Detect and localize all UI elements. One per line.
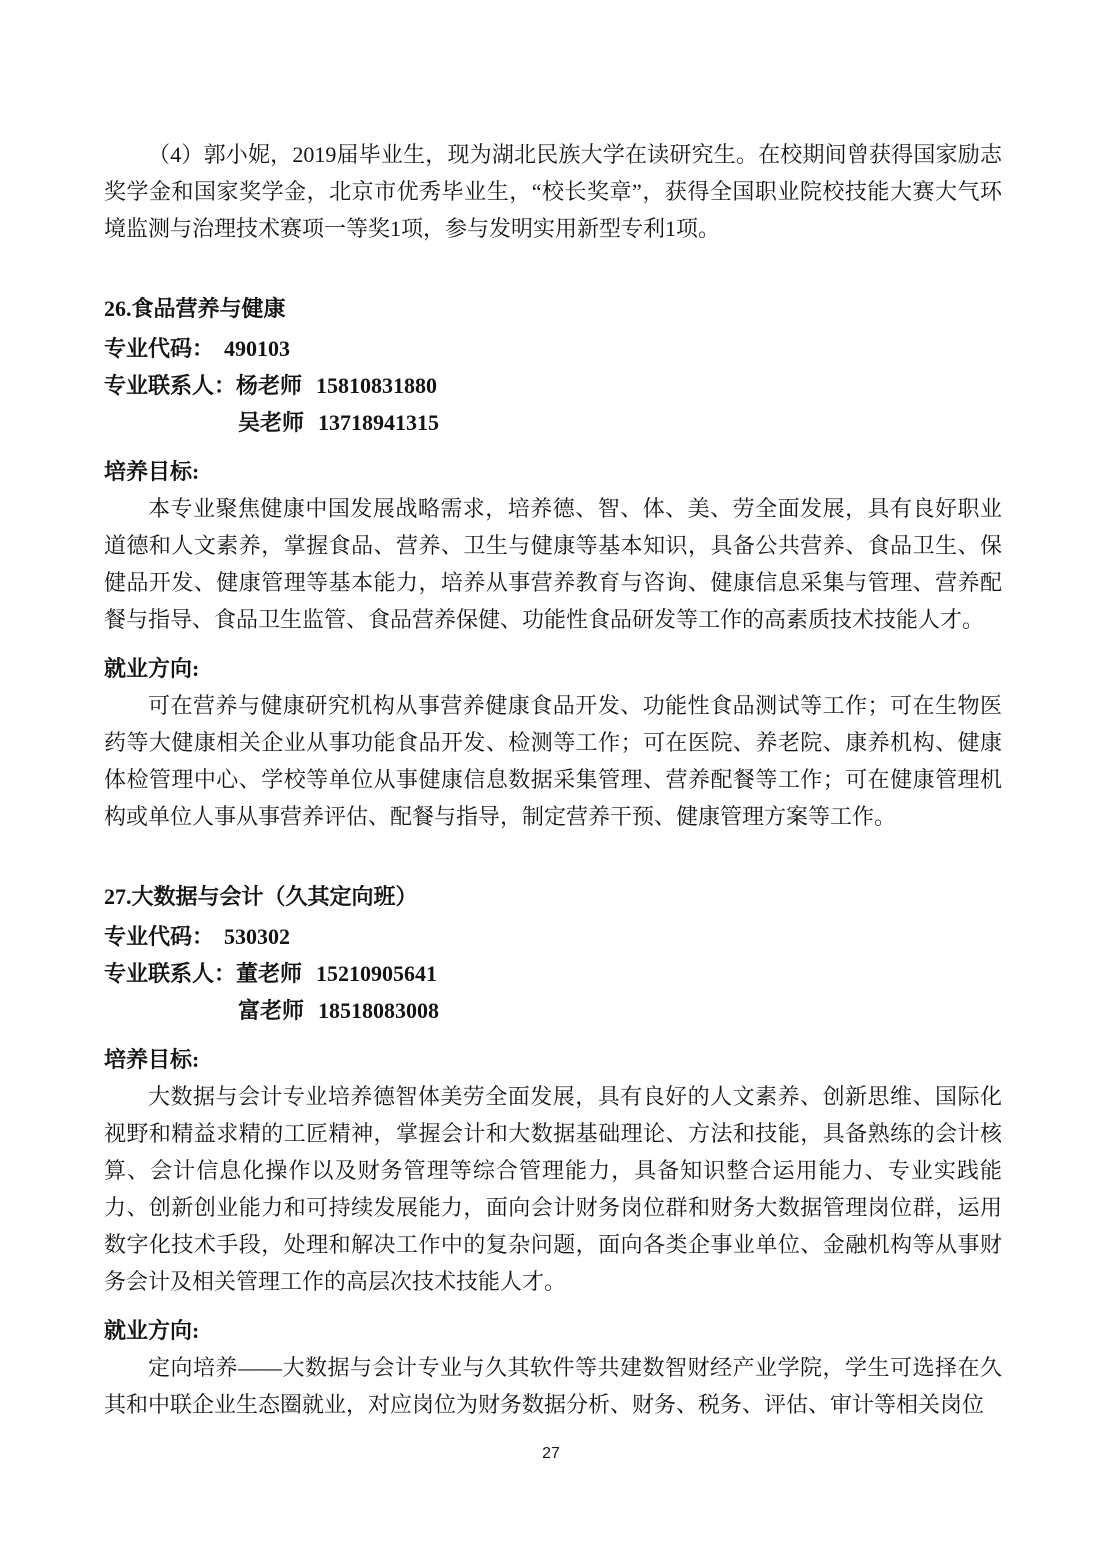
- alumni-intro-paragraph: （4）郭小妮，2019届毕业生，现为湖北民族大学在读研究生。在校期间曾获得国家励志奖学金和国家奖学金，北京市优秀毕业生，“校长奖章”，获得全国职业院校技能大赛大气环境监测与治理技术赛项一等奖1项，参与发明实用新型专利1项。: [104, 142, 1002, 241]
- section-food-nutrition: [104, 290, 1002, 835]
- major-code-line: [104, 918, 1002, 955]
- training-goal-heading: 培养目标:: [104, 1047, 200, 1072]
- contact-line: [104, 367, 1002, 404]
- training-goal-paragraph: 大数据与会计专业培养德智体美劳全面发展，具有良好的人文素养、创新思维、国际化视野和精益求精的工匠精神，掌握会计和大数据基础理论、方法和技能，具备熟练的会计核算、会计信息化操作以及财务管理等综合管理能力，具备知识整合运用能力、专业实践能力、创新创业能力和可持续发展能力，面向会计财务岗位群和财务大数据管理岗位群，运用数字化技术手段，处理和解决工作中的复杂问题，面向各类企事业单位、金融机构等从事财务会计及相关管理工作的高层次技术技能人才。: [104, 1084, 1002, 1294]
- section-big-data-accounting: [104, 878, 1002, 1423]
- section-26-heading: 26.食品营养与健康: [104, 296, 286, 321]
- section-27-heading: 27.大数据与会计（久其定向班）: [104, 884, 418, 909]
- contact-line: [104, 404, 1002, 441]
- employment-direction-heading: 就业方向:: [104, 1318, 200, 1343]
- major-code-label: 专业代码：: [104, 924, 215, 949]
- contact-line: [104, 992, 1002, 1029]
- contact-label: 专业联系人：: [104, 961, 237, 986]
- contact-phone: 15810831880: [316, 373, 438, 398]
- major-code-value: 490103: [224, 336, 291, 361]
- page-number: 27: [542, 1445, 560, 1462]
- contact-name: 董老师: [236, 961, 303, 986]
- contact-line: [104, 955, 1002, 992]
- contact-name: 杨老师: [236, 373, 303, 398]
- page-content: [104, 136, 1002, 1423]
- contact-name: 富老师: [238, 998, 305, 1023]
- contact-phone: 15210905641: [316, 961, 438, 986]
- contact-name: 吴老师: [238, 410, 305, 435]
- employment-direction-paragraph: 定向培养——大数据与会计专业与久其软件等共建数智财经产业学院，学生可选择在久其和中联企业生态圈就业，对应岗位为财务数据分析、财务、税务、评估、审计等相关岗位: [104, 1355, 1002, 1417]
- major-code-label: 专业代码：: [104, 336, 215, 361]
- contact-phone: 18518083008: [318, 998, 440, 1023]
- training-goal-paragraph: 本专业聚焦健康中国发展战略需求，培养德、智、体、美、劳全面发展，具有良好职业道德和人文素养，掌握食品、营养、卫生与健康等基本知识，具备公共营养、食品卫生、保健品开发、健康管理等基本能力，培养从事营养教育与咨询、健康信息采集与管理、营养配餐与指导、食品卫生监管、食品营养保健、功能性食品研发等工作的高素质技术技能人才。: [104, 496, 1002, 632]
- training-goal-heading: 培养目标:: [104, 459, 200, 484]
- major-code-value: 530302: [224, 924, 291, 949]
- employment-direction-heading: 就业方向:: [104, 656, 200, 681]
- contact-label: 专业联系人：: [104, 373, 237, 398]
- major-code-line: [104, 330, 1002, 367]
- contact-phone: 13718941315: [318, 410, 440, 435]
- employment-direction-paragraph: 可在营养与健康研究机构从事营养健康食品开发、功能性食品测试等工作；可在生物医药等大健康相关企业从事功能食品开发、检测等工作；可在医院、养老院、康养机构、健康体检管理中心、学校等单位从事健康信息数据采集管理、营养配餐等工作；可在健康管理机构或单位人事从事营养评估、配餐与指导，制定营养干预、健康管理方案等工作。: [104, 693, 1002, 829]
